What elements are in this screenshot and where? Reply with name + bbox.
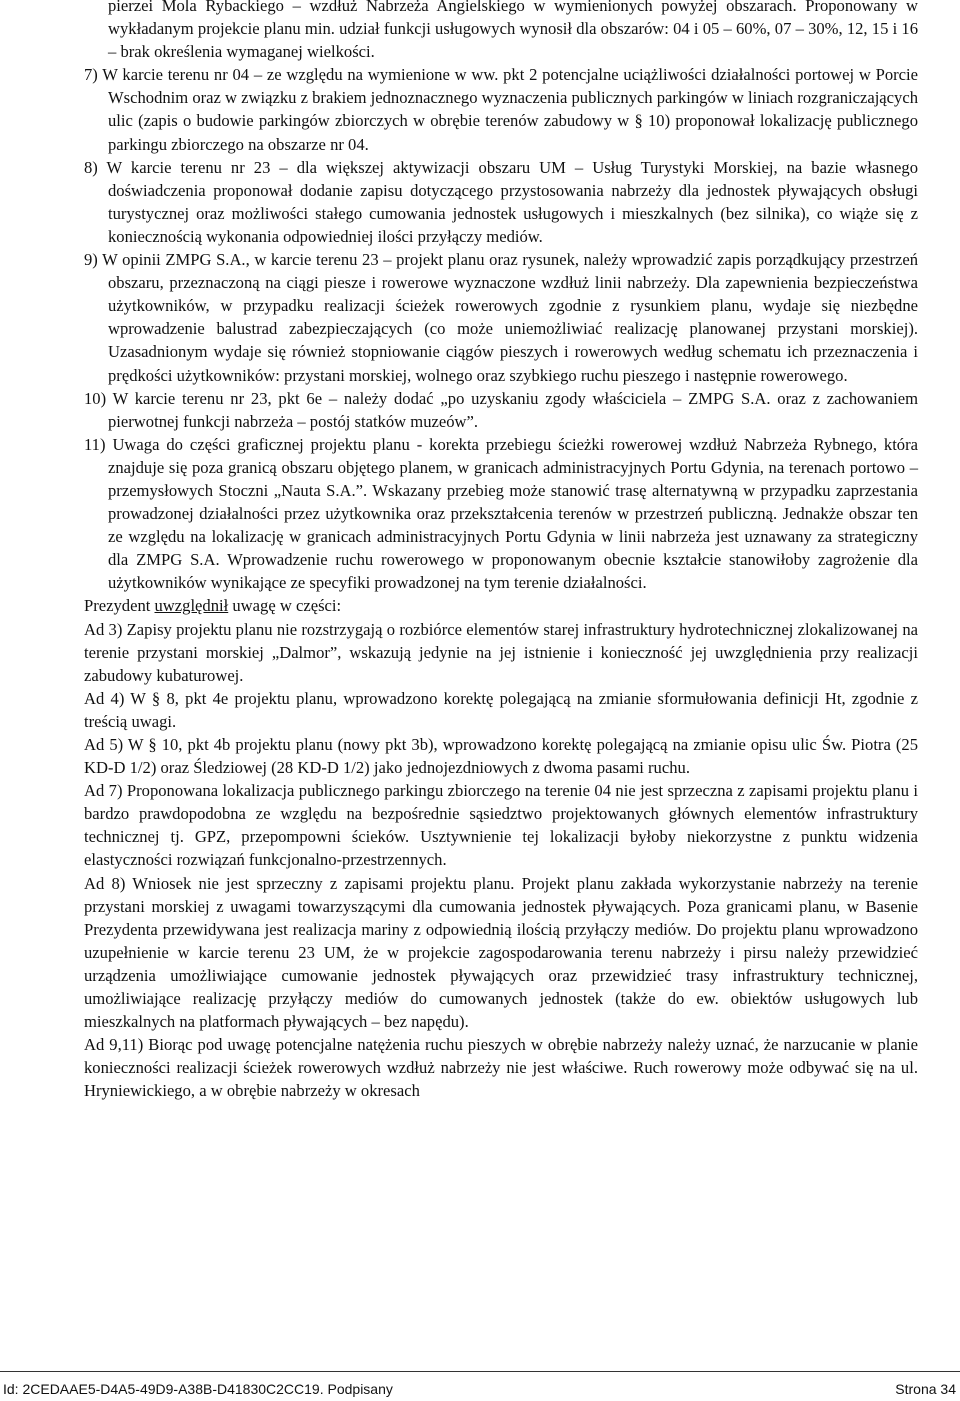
- paragraph-president-decision: [84, 594, 918, 617]
- paragraph-item-10: 10) W karcie terenu nr 23, pkt 6e – należy dodać „po uzyskaniu zgody właściciela – ZMPG S.A. oraz z zachowaniem pierwotnej funkcji nabrzeża – postój statków muzeów”.: [84, 388, 918, 431]
- footer-page-number: Strona 34: [895, 1381, 956, 1397]
- paragraph-item-9: 9) W opinii ZMPG S.A., w karcie terenu 23 – projekt planu oraz rysunek, należy wprowadzić zapis porządkujący przestrzeń obszaru, przeznaczoną na ciągi piesze i rowerowe wyznaczone wzdłuż linii nabrzeży. Dla zapewnienia bezpieczeństwa użytkowników, w przypadku realizacji ścieżek rowerowych zgodnie z rysunkiem planu, wydaje się niezbędne wprowadzenie balustrad zabezpieczających (co może uniemożliwiać realizację planowanej przystani morskiej). Uzasadnionym wydaje się również stopniowanie ciągów pieszych i rowerowych według schematu ich przeznaczenia i prędkości użytkowników: przystani morskiej, wolnego oraz szybkiego ruchu pieszego i następnie rowerowego.: [84, 250, 918, 385]
- paragraph-ad-7: Ad 7) Proponowana lokalizacja publicznego parkingu zbiorczego na terenie 04 nie jest sprzeczna z zapisami projektu planu i bardzo prawdopodobna ze względu na bezpośrednie sąsiedztwo projektowanych głównych elementów infrastruktury technicznej tj. GPZ, przepompowni ścieków. Usztywnienie tej lokalizacji byłoby niekorzystne z punktu widzenia elastyczności rozwiązań funkcjonalno-przestrzennych.: [84, 781, 918, 870]
- paragraph-continuation: pierzei Mola Rybackiego – wzdłuż Nabrzeża Angielskiego w wymienionych powyżej obszarach. Proponowany w wykładanym projekcie planu min. udział funkcji usługowych wynosił dla obszarów: 04 i 05 – 60%, 07 – 30%, 12, 15 i 16 – brak określenia wymaganej wielkości.: [108, 0, 918, 62]
- footer-document-id: Id: 2CEDAAE5-D4A5-49D9-A38B-D41830C2CC19. Podpisany: [3, 1381, 393, 1397]
- decision-text-after: uwagę w części:: [228, 596, 342, 616]
- paragraph-ad-4: Ad 4) W § 8, pkt 4e projektu planu, wprowadzono korektę polegającą na zmianie sformułowania definicji Ht, zgodnie z treścią uwagi.: [84, 688, 918, 731]
- footer-divider: [0, 1371, 960, 1372]
- decision-underlined-word: uwzględnił: [154, 596, 229, 616]
- paragraph-ad-9-11: Ad 9,11) Biorąc pod uwagę potencjalne natężenia ruchu pieszych w obrębie nabrzeży należy uznać, że narzucanie w planie konieczności realizacji ścieżek rowerowych wzdłuż nabrzeży nie jest właściwe. Ruch rowerowy może odbywać się na ul. Hryniewickiego, a w obrębie nabrzeży w okresach: [84, 1035, 918, 1101]
- document-body: [84, 0, 918, 1103]
- paragraph-ad-8: Ad 8) Wniosek nie jest sprzeczny z zapisami projektu planu. Projekt planu zakłada wykorzystanie nabrzeży na terenie przystani morskiej z uwagami towarzyszącymi dla cumowania jednostek pływających. Poza granicami planu, w Basenie Prezydenta przewidywana jest realizacja mariny z odpowiednią ilością przyłączy mediów. Do projektu planu wprowadzono uzupełnienie w karcie terenu 23 UM, że w projekcie zagospodarowania terenu nabrzeży i pirsu należy przewidzieć urządzenia umożliwiające cumowanie jednostek pływających oraz przewidzieć trasy infrastruktury technicznej, umożliwiające realizację przyłączy mediów do cumowanych jednostek (także do ew. obiektów usługowych lub mieszkalnych na platformach pływających – bez napędu).: [84, 873, 918, 1032]
- paragraph-item-11: 11) Uwaga do części graficznej projektu planu - korekta przebiegu ścieżki rowerowej wzdłuż Nabrzeża Rybnego, która znajduje się poza granicą obszaru objętego planem, w granicach administracyjnych Portu Gdynia, na terenach portowo – przemysłowych Stoczni „Nauta S.A.”. Wskazany przebieg może stanowić trasę alternatywną w przypadku zaprzestania prowadzonej działalności przez użytkownika oraz przekształcenia terenów w przestrzeń publiczną. Jednakże obszar ten ze względu na lokalizację w granicach administracyjnych Portu Gdynia w linii nabrzeża jest uznawany za strategiczny dla ZMPG S.A. Wprowadzenie ruchu rowerowego w proponowanym obecnie kształcie stanowiłoby zagrożenie dla użytkowników wynikające ze specyfiki prowadzonej na tym terenie działalności.: [84, 434, 918, 593]
- paragraph-ad-5: Ad 5) W § 10, pkt 4b projektu planu (nowy pkt 3b), wprowadzono korektę polegającą na zmianie opisu ulic Św. Piotra (25 KD-D 1/2) oraz Śledziowej (28 KD-D 1/2) jako jednojezdniowych z dwoma pasami ruchu.: [84, 735, 918, 778]
- paragraph-item-7: 7) W karcie terenu nr 04 – ze względu na wymienione w ww. pkt 2 potencjalne uciążliwości działalności portowej w Porcie Wschodnim oraz w związku z brakiem jednoznacznego wyznaczenia publicznych parkingów w liniach rozgraniczających ulic (zapis o budowie parkingów zbiorczych w obrębie terenów zabudowy w § 10) proponował lokalizację publicznego parkingu zbiorczego na obszarze nr 04.: [84, 65, 918, 154]
- decision-text-before: Prezydent: [84, 596, 155, 616]
- paragraph-item-8: 8) W karcie terenu nr 23 – dla większej aktywizacji obszaru UM – Usług Turystyki Morskiej, na bazie własnego doświadczenia proponował dodanie zapisu dotyczącego przystosowania nabrzeży dla jednostek pływających obsługi turystycznej oraz możliwości stałego cumowania jednostek usługowych i mieszkalnych (bez silnika), co wiąże się z koniecznością wykonania odpowiedniej ilości przyłączy mediów.: [84, 157, 918, 246]
- paragraph-ad-3: Ad 3) Zapisy projektu planu nie rozstrzygają o rozbiórce elementów starej infrastruktury hydrotechnicznej zlokalizowanej na terenie przystani morskiej „Dalmor”, wskazują jedynie na jej istnienie i konieczność jej uwzględnienia przy realizacji zabudowy kubaturowej.: [84, 619, 918, 685]
